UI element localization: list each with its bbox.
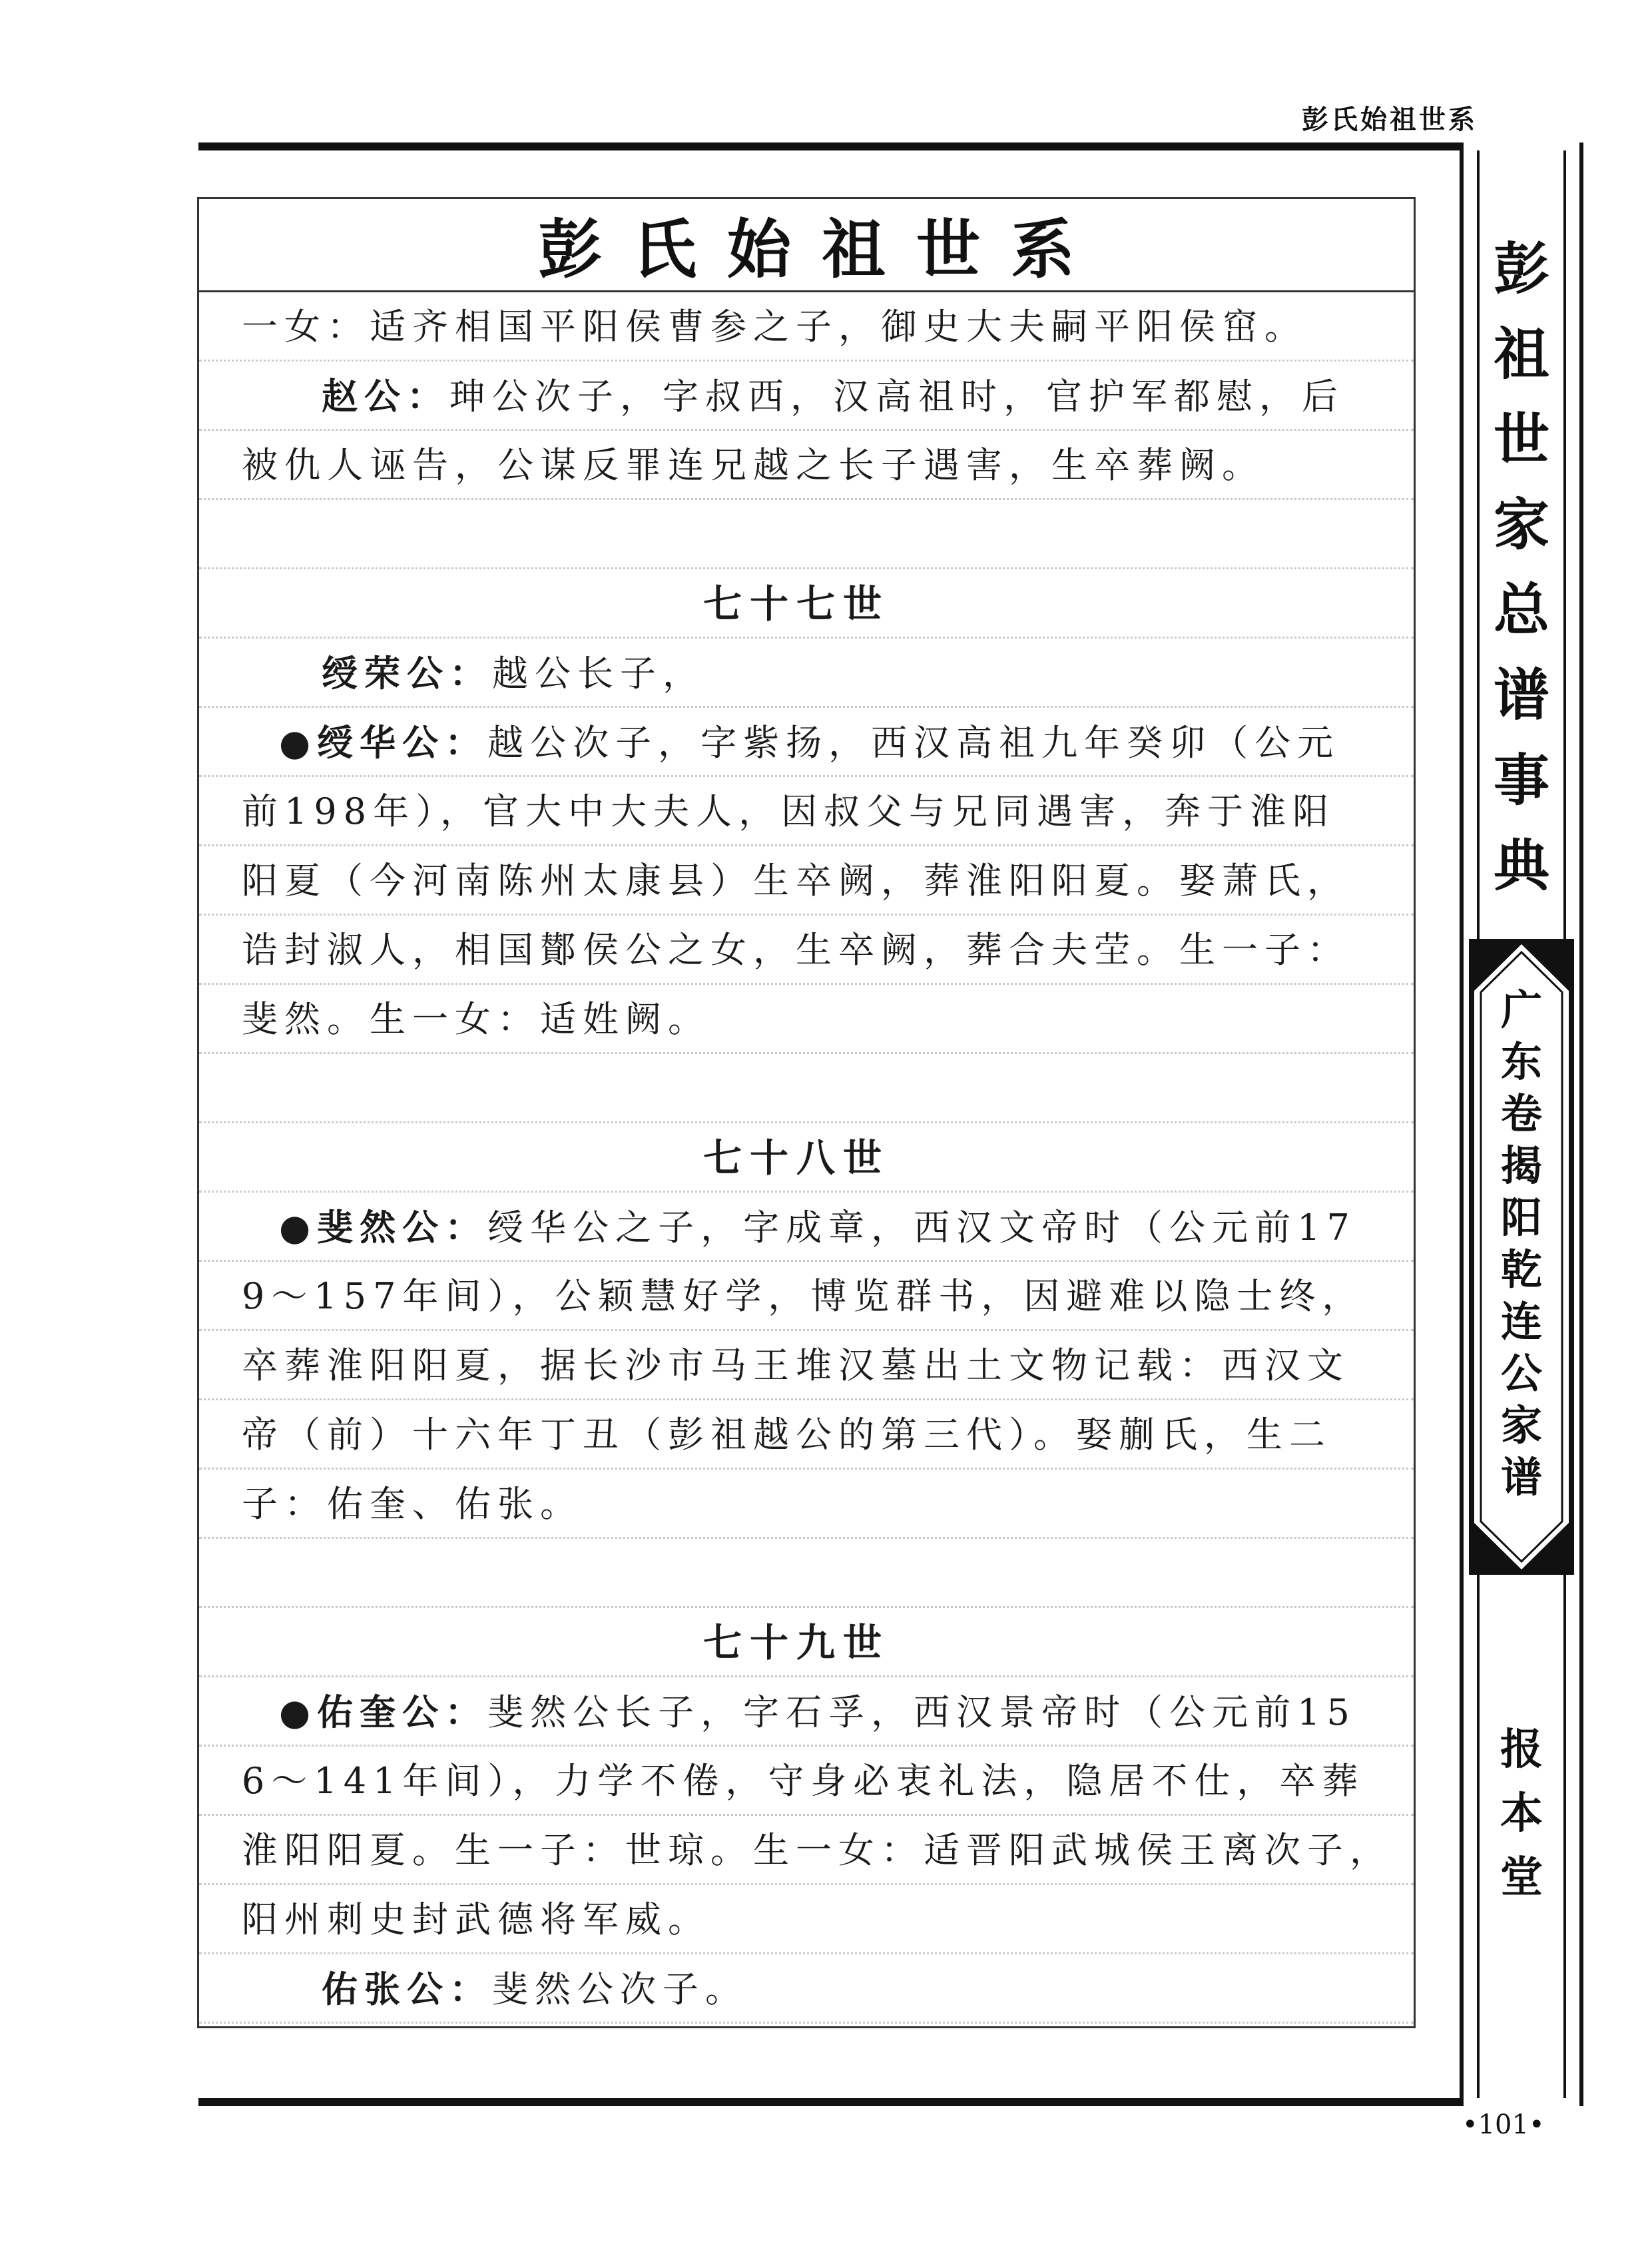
text-line: 前198年），官大中大夫人，因叔父与兄同遇害，奔于淮阳 xyxy=(199,777,1414,846)
text-line: 一女：适齐相国平阳侯曹参之子，御史大夫嗣平阳侯窋。 xyxy=(199,292,1414,362)
blank-line xyxy=(199,500,1414,569)
generation-heading: 七十八世 xyxy=(199,1123,1414,1193)
text-line: 阳夏（今河南陈州太康县）生卒阙，葬淮阳阳夏。娶萧氏， xyxy=(199,846,1414,916)
text-line xyxy=(199,639,1414,708)
text-line xyxy=(199,1193,1414,1262)
person-name: ●斐然公： xyxy=(279,1206,488,1249)
book-title-char: 事 xyxy=(1493,748,1549,813)
page-number: •101• xyxy=(1462,2109,1545,2140)
person-name: 绶荣公： xyxy=(322,652,492,695)
volume-title-char: 阳 xyxy=(1500,1193,1542,1242)
person-text: 斐然公长子，字石孚，西汉景帝时（公元前15 xyxy=(487,1691,1356,1733)
person-name: 佑张公： xyxy=(322,1968,492,2010)
book-title-char: 谱 xyxy=(1493,663,1549,728)
text-line: 阳州刺史封武德将军威。 xyxy=(199,1885,1414,1954)
text-line xyxy=(199,1954,1414,2024)
blank-line xyxy=(199,1054,1414,1123)
hall-name-char: 报 xyxy=(1500,1725,1543,1775)
text-line: 9～157年间），公颖慧好学，博览群书，因避难以隐士终， xyxy=(199,1262,1414,1331)
text-line xyxy=(199,1677,1414,1747)
running-header: 彭氏始祖世系 xyxy=(1302,105,1478,135)
person-name: ●佑奎公： xyxy=(279,1691,488,1733)
volume-title-char: 广 xyxy=(1500,985,1542,1034)
book-title-char: 世 xyxy=(1493,407,1549,472)
text-line xyxy=(199,362,1414,431)
book-title-char: 彭 xyxy=(1493,236,1549,302)
volume-title-char: 卷 xyxy=(1500,1089,1542,1138)
content-box xyxy=(197,197,1416,2028)
text-line: 诰封淑人，相国鄼侯公之女，生卒阙，葬合夫茔。生一子： xyxy=(199,916,1414,985)
person-name: 赵公： xyxy=(322,375,449,418)
text-line: 卒葬淮阳阳夏，据长沙市马王堆汉墓出土文物记载：西汉文 xyxy=(199,1331,1414,1400)
book-title-char: 祖 xyxy=(1493,322,1549,387)
volume-title-char: 乾 xyxy=(1500,1245,1542,1294)
hall-name-vertical xyxy=(1477,1718,1566,1910)
book-title-char: 典 xyxy=(1493,833,1549,898)
hall-name-char: 本 xyxy=(1500,1789,1543,1838)
generation-heading: 七十九世 xyxy=(199,1608,1414,1677)
page-title: 彭氏始祖世系 xyxy=(538,212,1105,287)
person-text: 越公次子，字紫扬，西汉高祖九年癸卯（公元 xyxy=(487,722,1340,764)
person-text: 绶华公之子，字成章，西汉文帝时（公元前17 xyxy=(487,1207,1356,1249)
book-title-char: 总 xyxy=(1493,577,1549,643)
person-name: ●绶华公： xyxy=(279,721,488,764)
volume-title-char: 揭 xyxy=(1500,1141,1542,1190)
text-line: 6～141年间），力学不倦，守身必衷礼法，隐居不仕，卒葬 xyxy=(199,1747,1414,1816)
text-lines xyxy=(199,292,1414,2024)
text-line: 帝（前）十六年丁丑（彭祖越公的第三代）。娶蒯氏，生二 xyxy=(199,1400,1414,1470)
blank-line xyxy=(199,1539,1414,1608)
volume-title-char: 连 xyxy=(1500,1297,1542,1346)
volume-title-vertical xyxy=(1469,984,1574,1504)
top-rule xyxy=(198,142,1583,150)
bottom-rule xyxy=(198,2098,1583,2106)
text-line xyxy=(199,708,1414,777)
volume-title-char: 家 xyxy=(1500,1401,1542,1450)
person-text: 斐然公次子。 xyxy=(492,1968,748,2010)
text-line: 子：佑奎、佑张。 xyxy=(199,1470,1414,1539)
book-title-vertical xyxy=(1477,226,1566,908)
person-text: 越公长子， xyxy=(492,653,705,695)
hall-name-char: 堂 xyxy=(1500,1853,1543,1902)
text-line: 被仇人诬告，公谋反罪连兄越之长子遇害，生卒葬阙。 xyxy=(199,431,1414,500)
person-text: 珅公次子，字叔西，汉高祖时，官护军都慰，后 xyxy=(449,376,1344,418)
title-bar xyxy=(199,199,1414,292)
generation-heading: 七十七世 xyxy=(199,569,1414,639)
volume-title-char: 谱 xyxy=(1500,1453,1542,1502)
book-title-char: 家 xyxy=(1493,492,1549,557)
text-line: 斐然。生一女：适姓阙。 xyxy=(199,985,1414,1054)
volume-title-char: 公 xyxy=(1500,1349,1542,1398)
volume-title-char: 东 xyxy=(1500,1037,1542,1086)
text-line: 淮阳阳夏。生一子：世琼。生一女：适晋阳武城侯王离次子， xyxy=(199,1816,1414,1885)
